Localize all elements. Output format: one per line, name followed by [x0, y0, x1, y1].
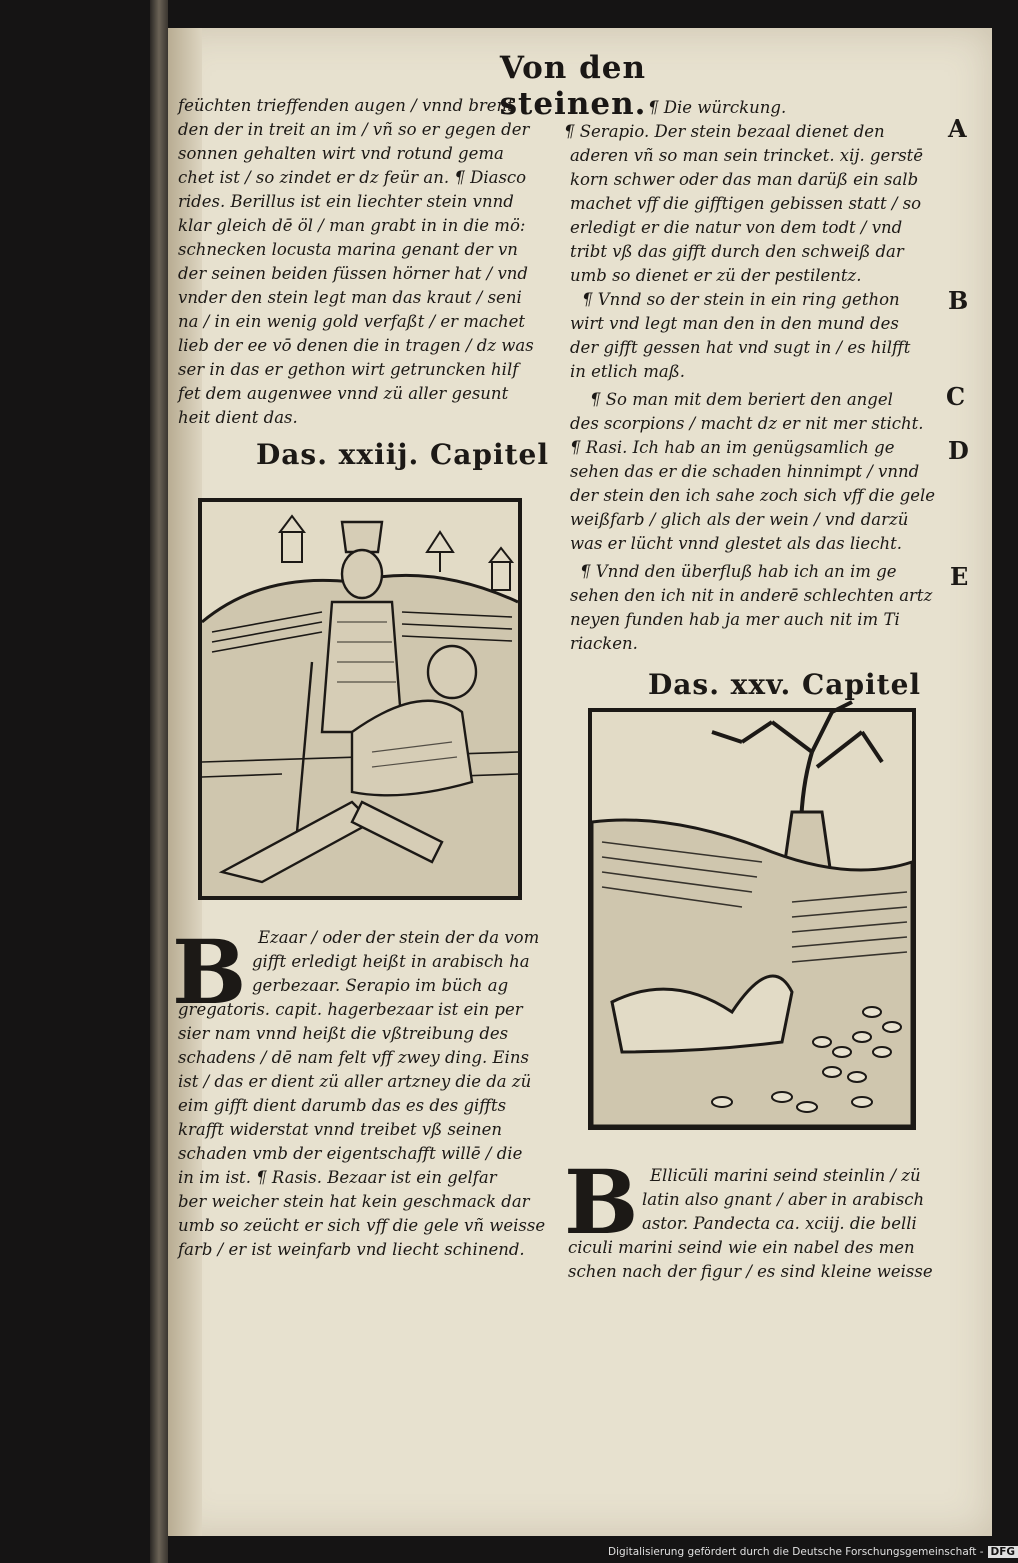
text-line: Ezaar / oder der stein der da vom — [258, 928, 540, 947]
text-line: in im ist. ¶ Rasis. Bezaar ist ein gelfar — [178, 1168, 497, 1187]
text-line: vnder den stein legt man das kraut / seni — [178, 288, 522, 307]
text-line: krafft widerstat vnnd treibet vß seinen — [178, 1120, 502, 1139]
chapter-heading-25: Das. xxv. Capitel — [648, 668, 922, 701]
text-line: ciculi marini seind wie ein nabel des men — [568, 1238, 915, 1257]
text-line: sehen den ich nit in anderē schlechten artz — [570, 586, 933, 605]
text-line: chet ist / so zindet er dz feür an. ¶ Diasco — [178, 168, 527, 187]
text-line: sehen das er die schaden hinnimpt / vnnd — [570, 462, 920, 481]
text-line: schaden vmb der eigentschafft willē / die — [178, 1144, 523, 1163]
initial-capital-b-2: B — [564, 1150, 639, 1254]
text-line: den der in treit an im / vñ so er gegen der — [178, 120, 530, 139]
text-line: farb / er ist weinfarb vnd liecht schinend. — [178, 1240, 525, 1259]
text-line: latin also gnant / aber in arabisch — [642, 1190, 925, 1209]
chapter-heading-23: Das. xxiij. Capitel — [256, 438, 549, 471]
margin-letter-e: E — [950, 562, 969, 591]
text-line: eim gifft dient darumb das es des giffts — [178, 1096, 507, 1115]
text-line: der gifft gessen hat vnd sugt in / es hilfft — [570, 338, 911, 357]
text-line: in etlich maß. — [570, 362, 685, 381]
text-line: erledigt er die natur von dem todt / vnd — [570, 218, 903, 237]
text-line: Ellicūli marini seind steinlin / zü — [650, 1166, 921, 1185]
text-line: ¶ So man mit dem beriert den angel — [590, 390, 893, 409]
text-line: feüchten trieffenden augen / vnnd brent — [178, 96, 514, 115]
text-line: astor. Pandecta ca. xciij. die belli — [642, 1214, 917, 1233]
text-line: umb so zeücht er sich vff die gele vñ weisse — [178, 1216, 546, 1235]
text-line: schnecken locusta marina genant der vn — [178, 240, 518, 259]
dfg-logo: DFG — [988, 1546, 1018, 1558]
text-line: aderen vñ so man sein trincket. xij. gerstē — [570, 146, 924, 165]
text-line: schen nach der figur / es sind kleine weisse — [568, 1262, 933, 1281]
digitization-footer — [608, 1546, 1016, 1558]
text-line: ¶ Vnnd so der stein in ein ring gethon — [582, 290, 900, 309]
text-line: was er lücht vnnd glestet als das liecht. — [570, 534, 902, 553]
text-line: weißfarb / glich als der wein / vnd darzü — [570, 510, 909, 529]
margin-letter-a: A — [948, 114, 967, 143]
margin-letter-c: C — [946, 382, 966, 411]
text-line: na / in ein wenig gold verfaßt / er machet — [178, 312, 526, 331]
text-line: fet dem augenwee vnnd zü aller gesunt — [178, 384, 509, 403]
running-head: Von den steinen. — [499, 50, 647, 122]
text-line: heit dient das. — [178, 408, 298, 427]
text-line: der seinen beiden füssen hörner hat / vnd — [178, 264, 528, 283]
text-line: umb so dienet er zü der pestilentz. — [570, 266, 862, 285]
text-line: ser in das er gethon wirt getruncken hilf — [178, 360, 519, 379]
initial-capital-b: B — [172, 920, 247, 1024]
footer-text: Digitalisierung gefördert durch die Deutsche Forschungsgemeinschaft - — [608, 1546, 984, 1558]
text-line: ¶ Die würckung. — [648, 98, 787, 117]
text-line: ist / das er dient zü aller artzney die da zü — [178, 1072, 532, 1091]
text-line: der stein den ich sahe zoch sich vff die gele — [570, 486, 936, 505]
text-line: rides. Berillus ist ein liechter stein vnnd — [178, 192, 514, 211]
text-line: sonnen gehalten wirt vnd rotund gema — [178, 144, 504, 163]
text-line: sier nam vnnd heißt die vßtreibung des — [178, 1024, 509, 1043]
margin-letter-d: D — [948, 436, 969, 465]
text-line: ber weicher stein hat kein geschmack dar — [178, 1192, 530, 1211]
margin-letter-b: B — [948, 286, 969, 315]
text-line: ¶ Vnnd den überfluß hab ich an im ge — [580, 562, 897, 581]
text-line: korn schwer oder das man darüß ein salb — [570, 170, 919, 189]
text-line: gerbezaar. Serapio im büch ag — [252, 976, 509, 995]
text-line: gifft erledigt heißt in arabisch ha — [252, 952, 530, 971]
text-line: klar gleich dē öl / man grabt in in die mö: — [178, 216, 526, 235]
text-line: schadens / dē nam felt vff zwey ding. Eins — [178, 1048, 529, 1067]
text-line: machet vff die gifftigen gebissen statt / so — [570, 194, 922, 213]
text-line: wirt vnd legt man den in den mund des — [570, 314, 899, 333]
text-line: ¶ Rasi. Ich hab an im genügsamlich ge — [570, 438, 895, 457]
book-edge-strip — [150, 0, 168, 1563]
text-line: gregatoris. capit. hagerbezaar ist ein per — [178, 1000, 523, 1019]
woodcut-illustration-bezoar — [198, 498, 522, 900]
text-line: riacken. — [570, 634, 638, 653]
text-line: des scorpions / macht dz er nit mer sticht. — [570, 414, 924, 433]
book-page — [168, 28, 992, 1536]
woodcut-illustration-sea-stones — [588, 708, 916, 1130]
text-line: ¶ Serapio. Der stein bezaal dienet den — [564, 122, 885, 141]
text-line: tribt vß das gifft durch den schweiß dar — [570, 242, 904, 261]
text-line: neyen funden hab ja mer auch nit im Ti — [570, 610, 900, 629]
text-line: lieb der ee vō denen die in tragen / dz was — [178, 336, 534, 355]
